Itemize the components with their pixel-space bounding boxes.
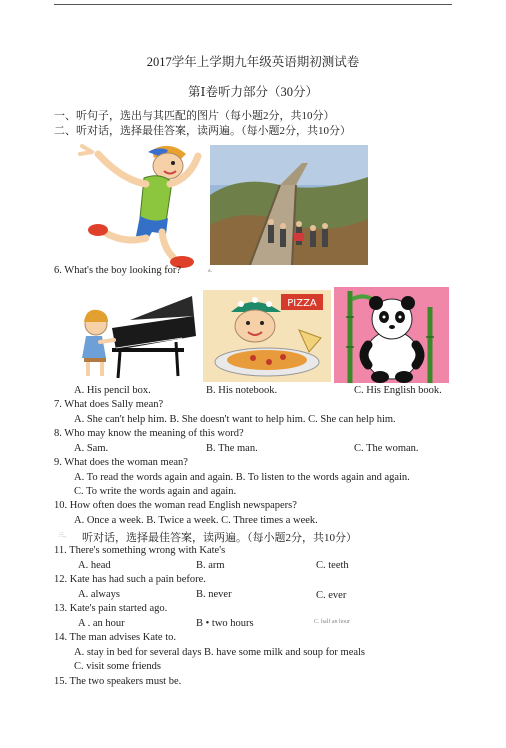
q15-stem: 15. The two speakers must be.: [54, 676, 182, 687]
q6-option-a: A. His pencil box.: [74, 385, 151, 396]
q6-option-c: C. His English book.: [354, 385, 442, 396]
q6-option-b: B. His notebook.: [206, 385, 278, 396]
great-wall-photo: [210, 145, 368, 265]
q10-options: A. Once a week. B. Twice a week. C. Three times a week.: [74, 515, 318, 526]
q14-stem: 14. The man advises Kate to.: [54, 632, 176, 643]
panda-image: [334, 287, 449, 383]
section-3-marker: 三、: [58, 533, 71, 539]
q13-option-a: A . an hour: [78, 618, 125, 629]
q13-stem: 13. Kate's pain started ago.: [54, 603, 168, 614]
q8-option-a: A. Sam.: [74, 443, 109, 454]
running-boy-image: [72, 138, 204, 270]
pizza-image: [203, 290, 331, 382]
part-title: 第Ⅰ卷听力部分（30分）: [188, 85, 318, 99]
q12-option-a: A. always: [78, 589, 120, 600]
pizza-sign-text: PIZZA: [287, 298, 317, 309]
q13-option-b: B • two hours: [196, 618, 254, 629]
q8-option-b: B. The man.: [206, 443, 258, 454]
q12-option-b: B. never: [196, 589, 232, 600]
section-1-heading: 一、听句子，选出与其匹配的图片（每小题2分，共10分）: [54, 110, 335, 122]
q7-options: A. She can't help him. B. She doesn't want to help him. C. She can help him.: [74, 414, 396, 425]
q14-options-line1: A. stay in bed for several days B. have some milk and soup for meals: [74, 647, 366, 658]
q7-stem: 7. What does Sally mean?: [54, 399, 164, 410]
q13-option-c: C. half an hour: [314, 619, 350, 625]
q8-stem: 8. Who may know the meaning of this word?: [54, 428, 244, 439]
q9-stem: 9. What does the woman mean?: [54, 457, 188, 468]
q10-stem: 10. How often does the woman read English newspapers?: [54, 500, 297, 511]
q9-options-line1: A. To read the words again and again. B. To listen to the words again and again.: [74, 472, 410, 483]
q12-stem: 12. Kate has had such a pain before.: [54, 574, 206, 585]
q11-stem: 11. There's something wrong with Kate's: [54, 545, 226, 556]
q11-option-c: C. teeth: [316, 560, 349, 571]
q11-option-a: A. head: [78, 560, 111, 571]
section-3-heading: 听对话，选择最佳答案，读两遍。（每小题2分，共10分）: [82, 532, 357, 544]
q6-stem: 6. What's the boy looking for?: [54, 265, 182, 276]
q9-options-line2: C. To write the words again and again.: [74, 486, 237, 497]
girl-piano-image: [72, 292, 200, 380]
q12-option-c: C. ever: [316, 590, 347, 601]
q14-options-line2: C. visit some friends: [74, 661, 161, 672]
section-2-heading: 二、听对话，选择最佳答案，读两遍。（每小题2分，共10分）: [54, 125, 351, 137]
top-rule: [54, 4, 452, 5]
q8-option-c: C. The woman.: [354, 443, 419, 454]
q11-option-b: B. arm: [196, 560, 225, 571]
exam-title: 2017学年上学期九年级英语期初测试卷: [146, 55, 360, 69]
q6-note: a.: [208, 268, 213, 274]
